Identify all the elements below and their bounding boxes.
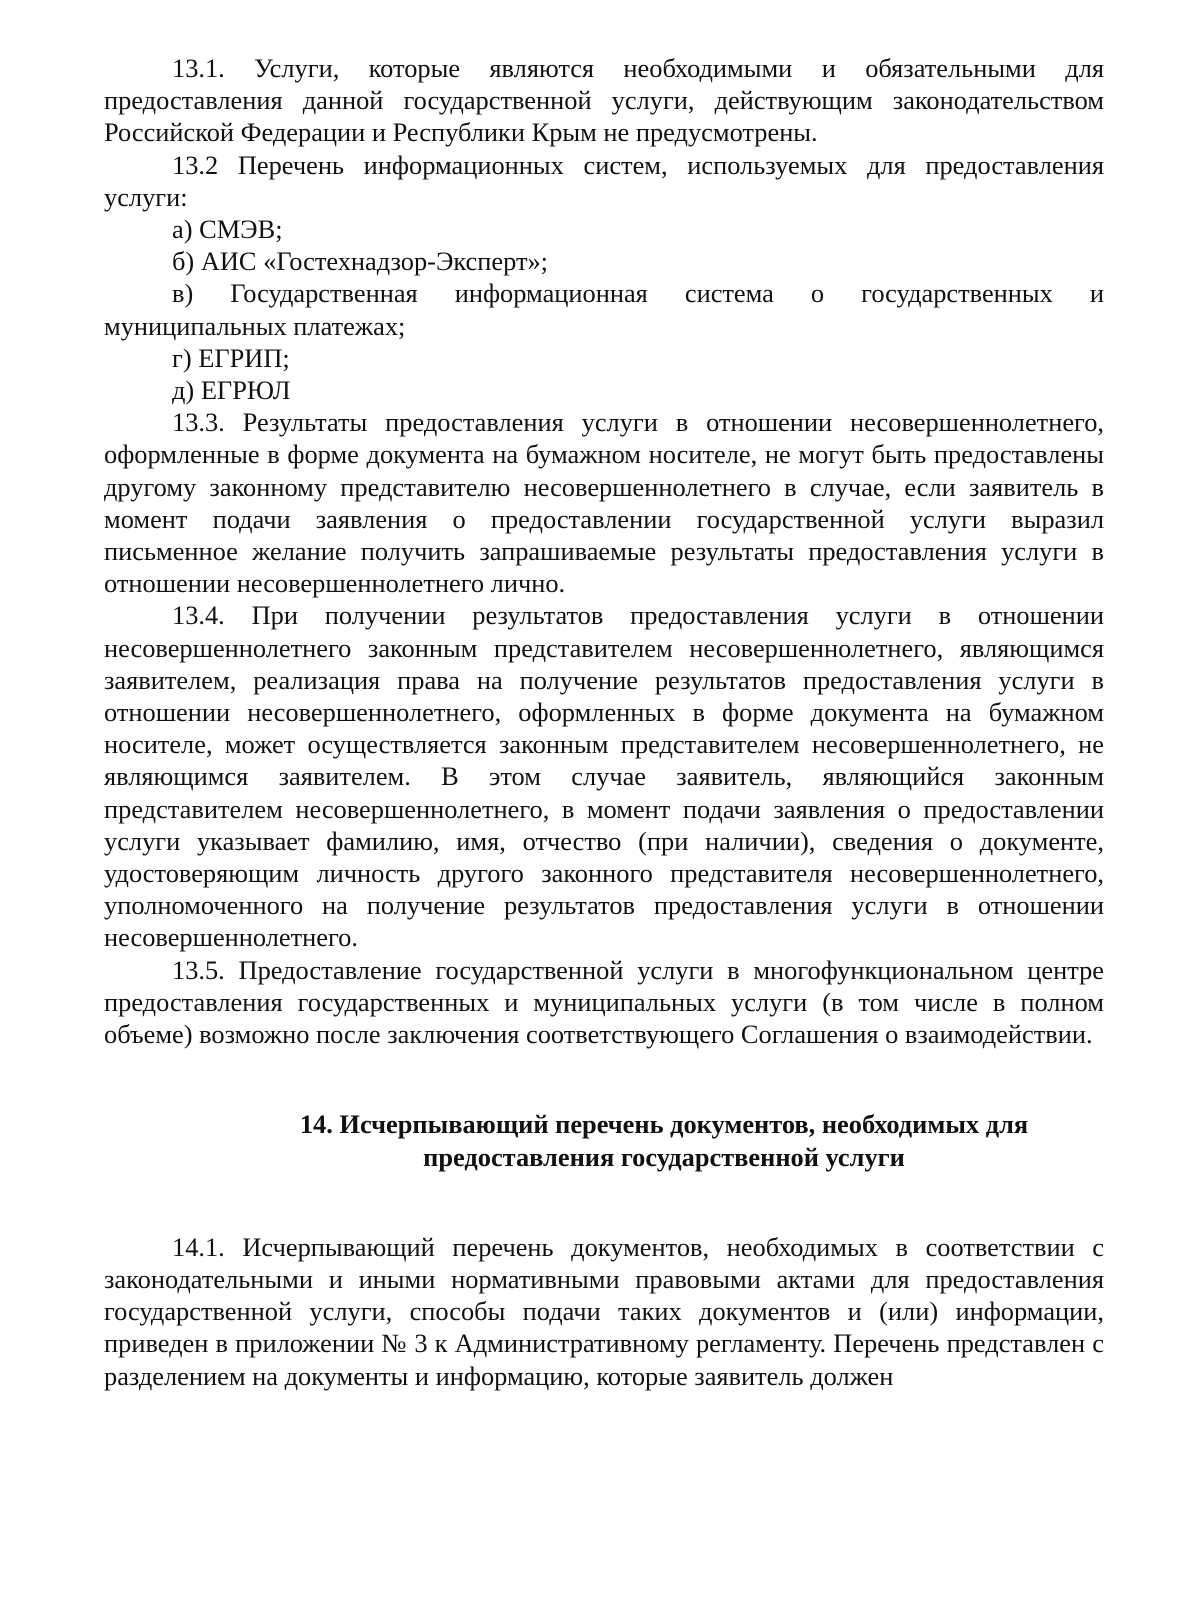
paragraph-14-1: 14.1. Исчерпывающий перечень документов, необходимых в соответствии с законодательными и иными нормативными правовыми актами для предоставления государственной услуги, способы подачи таких документов и (или) информации, приведен в приложении № 3 к Административному регламенту. Перечень представлен с разделением на документы и информацию, которые заявитель должен — [104, 1231, 1104, 1391]
paragraph-13-3: 13.3. Результаты предоставления услуги в отношении несовершеннолетнего, оформленные в форме документа на бумажном носителе, не могут быть предоставлены другому законному представителю несовершеннолетнего в случае, если заявитель в момент подачи заявления о предоставлении государственной услуги выразил письменное желание получить запрашиваемые результаты предоставления услуги в отношении несовершеннолетнего лично. — [104, 407, 1104, 599]
paragraph-13-1: 13.1. Услуги, которые являются необходимыми и обязательными для предоставления данной государственной услуги, действующим законодательством Российской Федерации и Республики Крым не предусмотрены. — [104, 53, 1104, 148]
list-item-13-2-b: б) АИС «Гостехнадзор-Эксперт»; — [172, 246, 549, 277]
section-14-title-line-2: предоставления государственной услуги — [423, 1141, 905, 1172]
paragraph-13-5: 13.5. Предоставление государственной услуги в многофункциональном центре предоставления государственных и муниципальных услуги (в том числе в полном объеме) возможно после заключения соответствующего Соглашения о взаимодействии. — [104, 954, 1104, 1050]
paragraph-13-2: 13.2 Перечень информационных систем, используемых для предоставления услуги: — [104, 149, 1104, 212]
section-14-title-line-1: 14. Исчерпывающий перечень документов, необходимых для — [299, 1109, 1029, 1140]
list-item-13-2-d: г) ЕГРИП; — [172, 342, 290, 373]
list-item-13-2-c: в) Государственная информационная система о государственных и муниципальных платежах; — [104, 278, 1104, 341]
list-item-13-2-a: а) СМЭВ; — [172, 214, 283, 245]
paragraph-13-4: 13.4. При получении результатов предоставления услуги в отношении несовершеннолетнего законным представителем несовершеннолетнего, являющимся заявителем, реализация права на получение результатов предоставления услуги в отношении несовершеннолетнего, оформленных в форме документа на бумажном носителе, может осуществляется законным представителем несовершеннолетнего, не являющимся заявителем. В этом случае заявитель, являющийся законным представителем несовершеннолетнего, в момент подачи заявления о предоставлении услуги указывает фамилию, имя, отчество (при наличии), сведения о документе, удостоверяющим личность другого законного представителя несовершеннолетнего, уполномоченного на получение результатов предоставления услуги в отношении несовершеннолетнего. — [104, 600, 1104, 953]
section-14-title — [104, 1108, 1104, 1172]
list-item-13-2-e: д) ЕГРЮЛ — [172, 375, 291, 406]
document-page — [104, 52, 1104, 1392]
